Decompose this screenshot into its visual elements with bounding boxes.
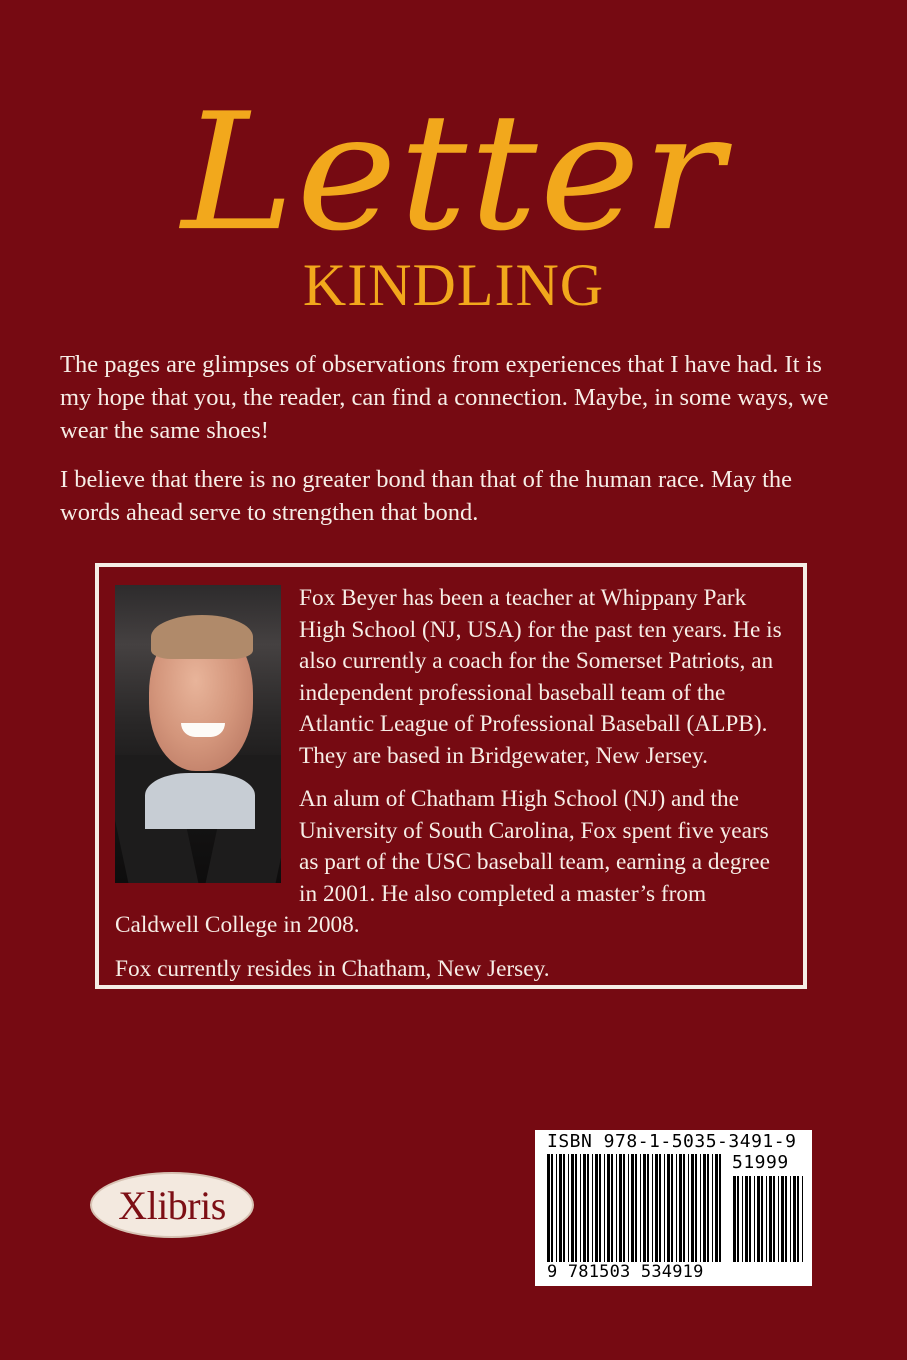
barcode-box bbox=[535, 1130, 812, 1286]
author-photo bbox=[115, 585, 281, 883]
isbn-label: ISBN 978-1-5035-3491-9 bbox=[547, 1131, 797, 1152]
blurb-paragraph: I believe that there is no greater bond than that of the human race. May the words ahead serve to strengthen that bond. bbox=[60, 466, 792, 526]
book-title: KINDLING bbox=[302, 252, 605, 318]
blurb-paragraph: The pages are glimpses of observations from experiences that I have had. It is my hope that you, the reader, can find a connection. Maybe, in some ways, we wear the same shoes! bbox=[60, 351, 829, 444]
author-bio-box bbox=[95, 563, 807, 989]
author-bio-paragraph: Fox currently resides in Chatham, New Jersey. bbox=[115, 955, 550, 982]
author-bio-paragraph: An alum of Chatham High School (NJ) and the University of South Carolina, Fox spent five years as part of the USC baseball team, earning a degree in 2001. He also completed a master’s from Caldwell College in 2008. bbox=[115, 786, 770, 938]
title-script: Letter bbox=[181, 78, 726, 268]
price-code: 51999 bbox=[732, 1152, 789, 1173]
publisher-logo bbox=[90, 1172, 254, 1238]
ean-digits: 9 781503 534919 bbox=[547, 1262, 704, 1282]
publisher-name: Xlibris bbox=[118, 1182, 226, 1228]
blurb bbox=[60, 348, 850, 545]
author-bio-paragraph: Fox Beyer has been a teacher at Whippany Park High School (NJ, USA) for the past ten years. He is also currently a coach for the Somerset Patriots, an independent professional baseball team of the Atlantic League of Professional Baseball (ALPB). They are based in Bridgewater, New Jersey. bbox=[299, 585, 782, 769]
